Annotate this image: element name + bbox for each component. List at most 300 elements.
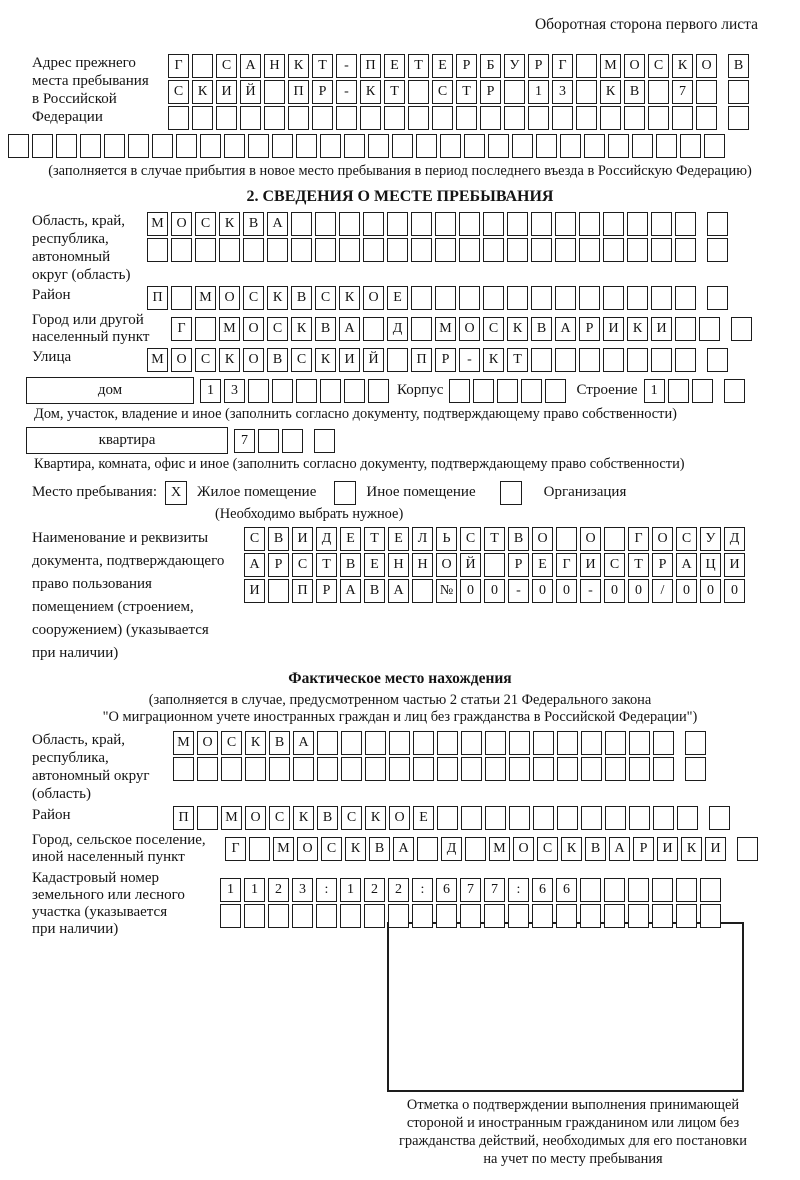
char-cell[interactable]: Г — [168, 54, 189, 78]
char-cell[interactable] — [435, 286, 456, 310]
char-cell[interactable] — [680, 134, 701, 158]
char-cell[interactable] — [521, 379, 542, 403]
char-cell[interactable]: В — [291, 286, 312, 310]
char-cell[interactable]: У — [700, 527, 721, 551]
char-cell[interactable] — [272, 379, 293, 403]
char-cell[interactable] — [249, 837, 270, 861]
char-cell[interactable]: : — [508, 878, 529, 902]
char-cell[interactable] — [248, 134, 269, 158]
char-cell[interactable]: Д — [316, 527, 337, 551]
char-cell[interactable] — [483, 286, 504, 310]
char-cell[interactable]: Н — [388, 553, 409, 577]
char-cell[interactable]: 2 — [364, 878, 385, 902]
char-cell[interactable] — [317, 731, 338, 755]
char-cell[interactable] — [485, 757, 506, 781]
char-cell[interactable]: Д — [441, 837, 462, 861]
char-cell[interactable] — [291, 238, 312, 262]
char-cell[interactable] — [176, 134, 197, 158]
char-cell[interactable] — [314, 429, 335, 453]
char-cell[interactable] — [699, 317, 720, 341]
char-cell[interactable]: В — [243, 212, 264, 236]
char-cell[interactable]: П — [173, 806, 194, 830]
char-cell[interactable] — [264, 106, 285, 130]
char-cell[interactable] — [581, 731, 602, 755]
char-cell[interactable]: К — [267, 286, 288, 310]
char-cell[interactable]: 3 — [224, 379, 245, 403]
char-cell[interactable]: С — [195, 348, 216, 372]
char-cell[interactable]: А — [293, 731, 314, 755]
char-cell[interactable] — [556, 904, 577, 928]
char-cell[interactable]: - — [459, 348, 480, 372]
char-cell[interactable]: К — [315, 348, 336, 372]
char-cell[interactable]: П — [360, 54, 381, 78]
char-cell[interactable]: Т — [628, 553, 649, 577]
char-cell[interactable] — [656, 134, 677, 158]
char-cell[interactable] — [624, 106, 645, 130]
char-cell[interactable]: № — [436, 579, 457, 603]
char-cell[interactable]: Р — [508, 553, 529, 577]
char-cell[interactable]: О — [243, 317, 264, 341]
char-cell[interactable] — [581, 806, 602, 830]
char-cell[interactable] — [197, 757, 218, 781]
char-cell[interactable]: Г — [556, 553, 577, 577]
char-cell[interactable]: 3 — [292, 878, 313, 902]
char-cell[interactable]: С — [341, 806, 362, 830]
char-cell[interactable] — [480, 106, 501, 130]
char-cell[interactable] — [264, 80, 285, 104]
char-cell[interactable]: 1 — [644, 379, 665, 403]
char-cell[interactable]: Р — [579, 317, 600, 341]
char-cell[interactable] — [556, 527, 577, 551]
char-cell[interactable]: - — [336, 54, 357, 78]
char-cell[interactable]: 1 — [340, 878, 361, 902]
char-cell[interactable] — [532, 904, 553, 928]
char-cell[interactable] — [268, 904, 289, 928]
char-cell[interactable] — [685, 757, 706, 781]
char-cell[interactable] — [507, 212, 528, 236]
char-cell[interactable] — [288, 106, 309, 130]
char-cell[interactable]: К — [293, 806, 314, 830]
char-cell[interactable] — [440, 134, 461, 158]
char-cell[interactable]: 1 — [244, 878, 265, 902]
char-cell[interactable] — [435, 212, 456, 236]
char-cell[interactable] — [555, 286, 576, 310]
char-cell[interactable] — [437, 757, 458, 781]
char-cell[interactable] — [692, 379, 713, 403]
char-cell[interactable]: С — [676, 527, 697, 551]
char-cell[interactable]: 0 — [700, 579, 721, 603]
char-cell[interactable] — [80, 134, 101, 158]
char-cell[interactable] — [473, 379, 494, 403]
char-cell[interactable] — [408, 106, 429, 130]
char-cell[interactable] — [195, 238, 216, 262]
char-cell[interactable]: А — [340, 579, 361, 603]
char-cell[interactable] — [32, 134, 53, 158]
char-cell[interactable] — [632, 134, 653, 158]
char-cell[interactable]: С — [269, 806, 290, 830]
char-cell[interactable] — [603, 212, 624, 236]
char-cell[interactable]: - — [508, 579, 529, 603]
char-cell[interactable] — [675, 348, 696, 372]
char-cell[interactable]: Р — [633, 837, 654, 861]
char-cell[interactable] — [432, 106, 453, 130]
char-cell[interactable] — [240, 106, 261, 130]
char-cell[interactable]: Р — [435, 348, 456, 372]
char-cell[interactable] — [552, 106, 573, 130]
char-cell[interactable] — [340, 904, 361, 928]
char-cell[interactable] — [579, 212, 600, 236]
char-cell[interactable]: О — [245, 806, 266, 830]
char-cell[interactable] — [316, 904, 337, 928]
char-cell[interactable] — [605, 806, 626, 830]
char-cell[interactable] — [651, 348, 672, 372]
char-cell[interactable]: Р — [480, 80, 501, 104]
char-cell[interactable] — [282, 429, 303, 453]
char-cell[interactable]: С — [432, 80, 453, 104]
char-cell[interactable] — [700, 878, 721, 902]
char-cell[interactable]: А — [609, 837, 630, 861]
char-cell[interactable] — [296, 134, 317, 158]
char-cell[interactable] — [651, 286, 672, 310]
checkbox-residential[interactable]: X — [165, 481, 187, 505]
char-cell[interactable] — [368, 134, 389, 158]
char-cell[interactable]: Р — [528, 54, 549, 78]
char-cell[interactable]: Г — [552, 54, 573, 78]
char-cell[interactable] — [272, 134, 293, 158]
char-cell[interactable] — [461, 731, 482, 755]
char-cell[interactable] — [648, 106, 669, 130]
char-cell[interactable]: 1 — [220, 878, 241, 902]
char-cell[interactable] — [417, 837, 438, 861]
char-cell[interactable]: В — [624, 80, 645, 104]
char-cell[interactable]: К — [288, 54, 309, 78]
char-cell[interactable]: О — [436, 553, 457, 577]
char-cell[interactable] — [581, 757, 602, 781]
char-cell[interactable] — [195, 317, 216, 341]
char-cell[interactable]: К — [483, 348, 504, 372]
char-cell[interactable] — [704, 134, 725, 158]
char-cell[interactable]: С — [292, 553, 313, 577]
char-cell[interactable] — [411, 238, 432, 262]
char-cell[interactable]: Р — [316, 579, 337, 603]
char-cell[interactable] — [200, 134, 221, 158]
char-cell[interactable]: П — [288, 80, 309, 104]
char-cell[interactable]: А — [388, 579, 409, 603]
char-cell[interactable]: С — [168, 80, 189, 104]
char-cell[interactable] — [675, 238, 696, 262]
char-cell[interactable] — [293, 757, 314, 781]
char-cell[interactable] — [728, 106, 749, 130]
char-cell[interactable]: В — [268, 527, 289, 551]
char-cell[interactable] — [504, 80, 525, 104]
char-cell[interactable] — [459, 212, 480, 236]
char-cell[interactable] — [707, 212, 728, 236]
char-cell[interactable] — [629, 731, 650, 755]
char-cell[interactable]: В — [267, 348, 288, 372]
char-cell[interactable]: О — [513, 837, 534, 861]
char-cell[interactable]: С — [483, 317, 504, 341]
char-cell[interactable]: 1 — [528, 80, 549, 104]
char-cell[interactable] — [560, 134, 581, 158]
char-cell[interactable]: И — [216, 80, 237, 104]
char-cell[interactable] — [580, 878, 601, 902]
char-cell[interactable]: К — [507, 317, 528, 341]
char-cell[interactable] — [413, 731, 434, 755]
char-cell[interactable]: 3 — [552, 80, 573, 104]
char-cell[interactable] — [651, 212, 672, 236]
char-cell[interactable] — [387, 212, 408, 236]
char-cell[interactable] — [216, 106, 237, 130]
char-cell[interactable] — [461, 806, 482, 830]
char-cell[interactable] — [652, 904, 673, 928]
char-cell[interactable]: М — [219, 317, 240, 341]
char-cell[interactable] — [483, 238, 504, 262]
char-cell[interactable] — [339, 238, 360, 262]
char-cell[interactable] — [675, 317, 696, 341]
char-cell[interactable]: С — [460, 527, 481, 551]
char-cell[interactable] — [147, 238, 168, 262]
char-cell[interactable]: К — [561, 837, 582, 861]
char-cell[interactable] — [365, 757, 386, 781]
char-cell[interactable] — [219, 238, 240, 262]
char-cell[interactable] — [171, 286, 192, 310]
char-cell[interactable]: Г — [628, 527, 649, 551]
char-cell[interactable] — [604, 904, 625, 928]
char-cell[interactable]: Д — [387, 317, 408, 341]
char-cell[interactable]: В — [531, 317, 552, 341]
char-cell[interactable]: 7 — [672, 80, 693, 104]
char-cell[interactable] — [603, 286, 624, 310]
char-cell[interactable]: Й — [240, 80, 261, 104]
char-cell[interactable] — [344, 379, 365, 403]
char-cell[interactable]: Г — [171, 317, 192, 341]
char-cell[interactable] — [152, 134, 173, 158]
char-cell[interactable] — [336, 106, 357, 130]
char-cell[interactable]: Р — [268, 553, 289, 577]
char-cell[interactable]: Р — [312, 80, 333, 104]
char-cell[interactable]: И — [580, 553, 601, 577]
char-cell[interactable] — [387, 238, 408, 262]
char-cell[interactable] — [484, 553, 505, 577]
char-cell[interactable]: С — [648, 54, 669, 78]
char-cell[interactable] — [387, 348, 408, 372]
char-cell[interactable]: И — [244, 579, 265, 603]
char-cell[interactable]: Е — [532, 553, 553, 577]
char-cell[interactable]: А — [555, 317, 576, 341]
char-cell[interactable] — [363, 238, 384, 262]
char-cell[interactable] — [292, 904, 313, 928]
char-cell[interactable]: М — [489, 837, 510, 861]
char-cell[interactable]: Т — [484, 527, 505, 551]
char-cell[interactable]: М — [147, 212, 168, 236]
char-cell[interactable] — [728, 80, 749, 104]
char-cell[interactable]: В — [364, 579, 385, 603]
char-cell[interactable]: Й — [363, 348, 384, 372]
char-cell[interactable] — [512, 134, 533, 158]
char-cell[interactable] — [536, 134, 557, 158]
char-cell[interactable]: И — [339, 348, 360, 372]
char-cell[interactable] — [653, 757, 674, 781]
char-cell[interactable]: В — [315, 317, 336, 341]
char-cell[interactable]: 7 — [484, 878, 505, 902]
char-cell[interactable]: И — [657, 837, 678, 861]
char-cell[interactable] — [248, 379, 269, 403]
char-cell[interactable] — [509, 806, 530, 830]
char-cell[interactable] — [648, 80, 669, 104]
char-cell[interactable]: 0 — [460, 579, 481, 603]
char-cell[interactable]: 6 — [532, 878, 553, 902]
char-cell[interactable] — [604, 527, 625, 551]
char-cell[interactable] — [244, 904, 265, 928]
char-cell[interactable] — [104, 134, 125, 158]
char-cell[interactable]: Ь — [436, 527, 457, 551]
char-cell[interactable] — [449, 379, 470, 403]
char-cell[interactable]: С — [195, 212, 216, 236]
char-cell[interactable] — [408, 80, 429, 104]
char-cell[interactable] — [628, 904, 649, 928]
char-cell[interactable] — [56, 134, 77, 158]
char-cell[interactable]: Е — [388, 527, 409, 551]
char-cell[interactable] — [360, 106, 381, 130]
char-cell[interactable] — [245, 757, 266, 781]
char-cell[interactable]: В — [269, 731, 290, 755]
char-cell[interactable] — [700, 904, 721, 928]
checkbox-other-premises[interactable] — [334, 481, 356, 505]
char-cell[interactable] — [696, 80, 717, 104]
char-cell[interactable] — [504, 106, 525, 130]
char-cell[interactable]: П — [292, 579, 313, 603]
char-cell[interactable] — [608, 134, 629, 158]
char-cell[interactable] — [221, 757, 242, 781]
char-cell[interactable]: 1 — [200, 379, 221, 403]
char-cell[interactable]: К — [360, 80, 381, 104]
char-cell[interactable] — [220, 904, 241, 928]
char-cell[interactable] — [555, 238, 576, 262]
char-cell[interactable]: О — [696, 54, 717, 78]
char-cell[interactable]: О — [219, 286, 240, 310]
char-cell[interactable] — [533, 731, 554, 755]
char-cell[interactable] — [291, 212, 312, 236]
char-cell[interactable] — [531, 212, 552, 236]
char-cell[interactable]: М — [195, 286, 216, 310]
char-cell[interactable] — [171, 238, 192, 262]
char-cell[interactable] — [707, 348, 728, 372]
char-cell[interactable] — [709, 806, 730, 830]
char-cell[interactable]: 7 — [460, 878, 481, 902]
char-cell[interactable] — [128, 134, 149, 158]
char-cell[interactable]: К — [219, 348, 240, 372]
char-cell[interactable] — [437, 806, 458, 830]
char-cell[interactable]: М — [173, 731, 194, 755]
char-cell[interactable] — [731, 317, 752, 341]
char-cell[interactable] — [497, 379, 518, 403]
char-cell[interactable] — [707, 238, 728, 262]
char-cell[interactable] — [465, 837, 486, 861]
char-cell[interactable]: Д — [724, 527, 745, 551]
char-cell[interactable] — [485, 731, 506, 755]
char-cell[interactable]: 0 — [724, 579, 745, 603]
char-cell[interactable] — [627, 212, 648, 236]
char-cell[interactable] — [653, 731, 674, 755]
char-cell[interactable]: П — [411, 348, 432, 372]
char-cell[interactable]: К — [681, 837, 702, 861]
char-cell[interactable]: Б — [480, 54, 501, 78]
char-cell[interactable]: Ц — [700, 553, 721, 577]
char-cell[interactable]: И — [724, 553, 745, 577]
char-cell[interactable] — [258, 429, 279, 453]
char-cell[interactable] — [269, 757, 290, 781]
char-cell[interactable]: О — [652, 527, 673, 551]
char-cell[interactable] — [629, 806, 650, 830]
char-cell[interactable] — [224, 134, 245, 158]
char-cell[interactable] — [604, 878, 625, 902]
char-cell[interactable] — [555, 348, 576, 372]
char-cell[interactable]: В — [340, 553, 361, 577]
char-cell[interactable] — [483, 212, 504, 236]
char-cell[interactable] — [676, 904, 697, 928]
char-cell[interactable]: Н — [412, 553, 433, 577]
char-cell[interactable] — [197, 806, 218, 830]
char-cell[interactable]: : — [316, 878, 337, 902]
char-cell[interactable] — [557, 731, 578, 755]
char-cell[interactable]: О — [389, 806, 410, 830]
char-cell[interactable] — [460, 904, 481, 928]
char-cell[interactable]: Е — [340, 527, 361, 551]
char-cell[interactable]: К — [672, 54, 693, 78]
char-cell[interactable] — [652, 878, 673, 902]
char-cell[interactable] — [675, 212, 696, 236]
char-cell[interactable]: А — [267, 212, 288, 236]
char-cell[interactable] — [435, 238, 456, 262]
char-cell[interactable]: 0 — [484, 579, 505, 603]
char-cell[interactable]: О — [171, 212, 192, 236]
char-cell[interactable] — [488, 134, 509, 158]
char-cell[interactable] — [459, 286, 480, 310]
char-cell[interactable] — [341, 731, 362, 755]
char-cell[interactable] — [388, 904, 409, 928]
char-cell[interactable] — [461, 757, 482, 781]
char-cell[interactable]: И — [651, 317, 672, 341]
char-cell[interactable] — [411, 212, 432, 236]
char-cell[interactable]: Л — [412, 527, 433, 551]
char-cell[interactable]: С — [243, 286, 264, 310]
char-cell[interactable] — [464, 134, 485, 158]
char-cell[interactable] — [168, 106, 189, 130]
char-cell[interactable]: М — [147, 348, 168, 372]
char-cell[interactable]: О — [297, 837, 318, 861]
char-cell[interactable]: 6 — [436, 878, 457, 902]
char-cell[interactable]: С — [216, 54, 237, 78]
char-cell[interactable] — [368, 379, 389, 403]
char-cell[interactable] — [605, 731, 626, 755]
char-cell[interactable]: 0 — [532, 579, 553, 603]
char-cell[interactable] — [507, 286, 528, 310]
char-cell[interactable]: В — [317, 806, 338, 830]
char-cell[interactable]: : — [412, 878, 433, 902]
char-cell[interactable] — [243, 238, 264, 262]
char-cell[interactable] — [412, 904, 433, 928]
char-cell[interactable] — [315, 238, 336, 262]
char-cell[interactable] — [339, 212, 360, 236]
char-cell[interactable] — [363, 212, 384, 236]
char-cell[interactable] — [315, 212, 336, 236]
char-cell[interactable] — [627, 286, 648, 310]
char-cell[interactable] — [437, 731, 458, 755]
char-cell[interactable]: Е — [384, 54, 405, 78]
char-cell[interactable] — [509, 757, 530, 781]
char-cell[interactable]: О — [532, 527, 553, 551]
char-cell[interactable] — [627, 238, 648, 262]
